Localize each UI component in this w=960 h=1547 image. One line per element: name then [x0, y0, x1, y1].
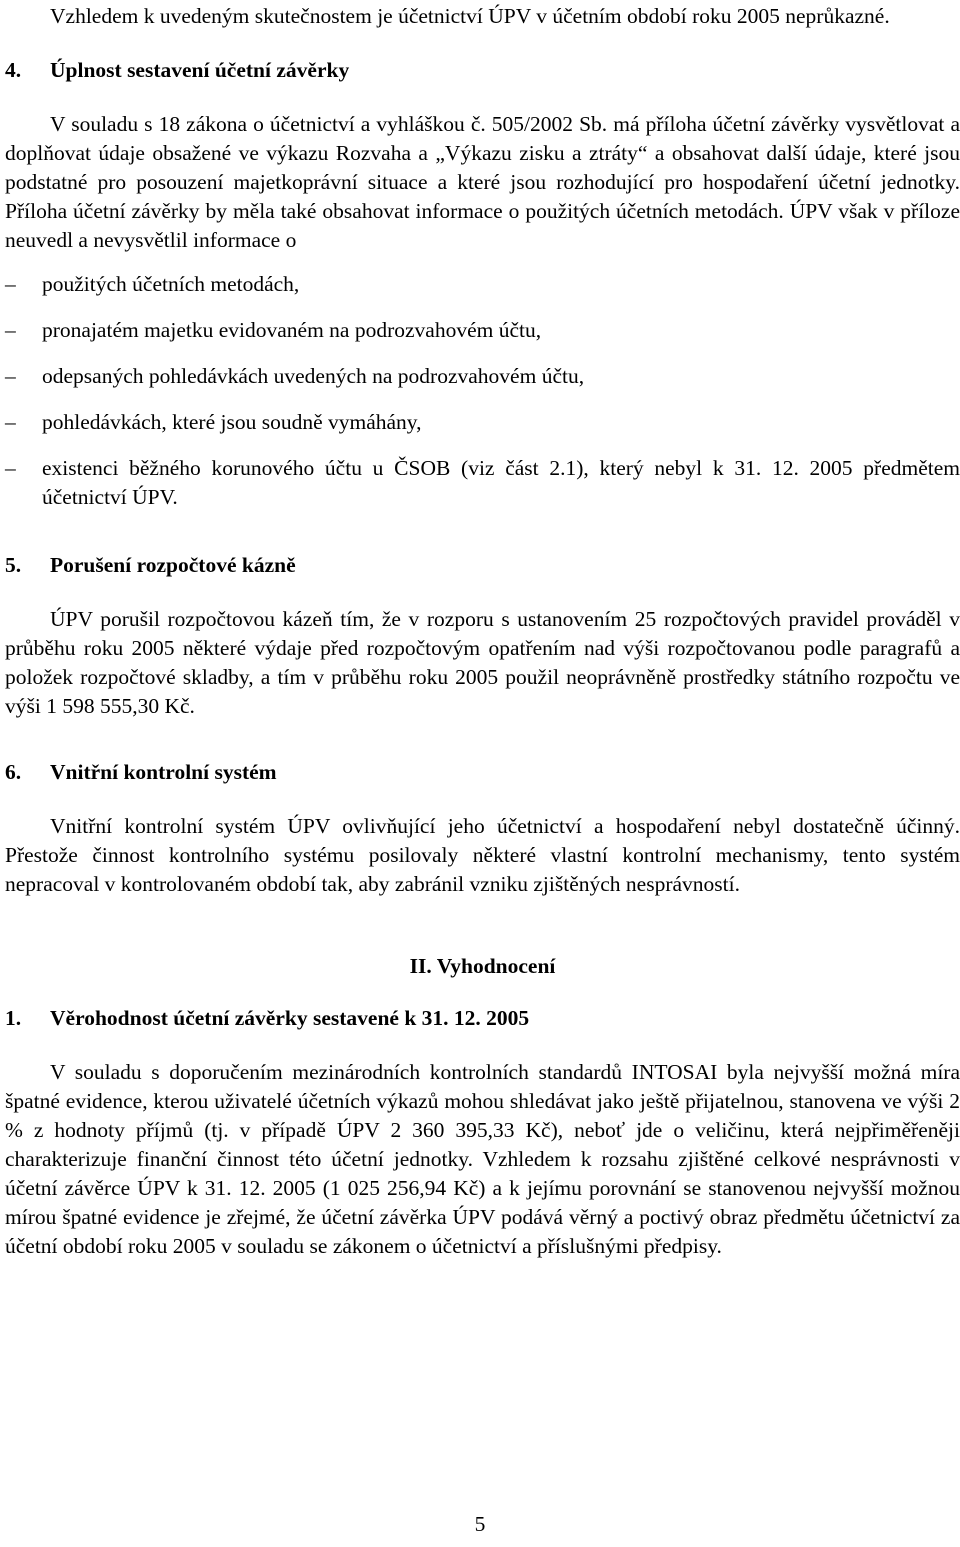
section-4-number: 4.	[5, 58, 22, 82]
list-item	[5, 454, 960, 512]
list-item	[5, 362, 960, 391]
dash-bullet: –	[5, 272, 16, 296]
section-4-list	[5, 270, 960, 512]
section-5-title: Porušení rozpočtové kázně	[50, 553, 296, 577]
list-item-text: použitých účetních metodách,	[42, 272, 300, 296]
section-ii-1-heading	[5, 1004, 960, 1033]
section-5-paragraph: ÚPV porušil rozpočtovou kázeň tím, že v rozporu s ustanovením 25 rozpočtových pravidel prováděl v průběhu roku 2005 některé výdaje před rozpočtovým opatřením nad výši rozpočtovanou podle paragrafů a položek rozpočtové skladby, a tím v průběhu roku 2005 použil neoprávněně prostředky státního rozpočtu ve výši 1 598 555,30 Kč.	[5, 607, 960, 718]
section-4-heading	[5, 56, 960, 85]
page-number: 5	[474, 1512, 486, 1536]
section-4-paragraph: V souladu s 18 zákona o účetnictví a vyhláškou č. 505/2002 Sb. má příloha účetní závěrky vysvětlovat a doplňovat údaje obsažené ve výkazu Rozvaha a „Výkazu zisku a ztráty“ a obsahovat další údaje, které jsou podstatné pro posouzení majetkoprávní situace a které jsou rozhodující pro hospodaření účetní jednotky. Příloha účetní závěrky by měla také obsahovat informace o použitých účetních metodách. ÚPV však v příloze neuvedl a nevysvětlil informace o	[5, 112, 960, 252]
section-ii-1-paragraph: V souladu s doporučením mezinárodních kontrolních standardů INTOSAI byla nejvyšší možná míra špatné evidence, kterou uživatelé účetních výkazů mohou shledávat jako ještě přijatelnou, stanovena ve výši 2 % z hodnoty příjmů (tj. v případě ÚPV 2 360 395,33 Kč), neboť jde o veličinu, která nejpřiměřeněji charakterizuje finanční činnost této účetní jednotky. Vzhledem k rozsahu zjištěné celkové nesprávnosti v účetní závěrce ÚPV k 31. 12. 2005 (1 025 256,94 Kč) a k jejímu porovnání se stanovenou nejvyšší možnou mírou špatné evidence je zřejmé, že účetní závěrka ÚPV podává věrný a poctivý obraz předmětu účetnictví za účetní období roku 2005 v souladu se zákonem o účetnictví a příslušnými předpisy.	[5, 1060, 960, 1258]
dash-bullet: –	[5, 364, 16, 388]
part-ii-title: II. Vyhodnocení	[409, 954, 556, 978]
section-6-paragraph: Vnitřní kontrolní systém ÚPV ovlivňující jeho účetnictví a hospodaření nebyl dostatečně účinný. Přestože činnost kontrolního systému posilovaly některé vlastní kontrolní mechanismy, tento systém nepracoval v kontrolovaném období tak, aby zabránil vzniku zjištěných nesprávností.	[5, 814, 960, 896]
list-item	[5, 316, 960, 345]
section-6-title: Vnitřní kontrolní systém	[50, 760, 277, 784]
list-item-text: pronajatém majetku evidovaném na podrozvahovém účtu,	[42, 318, 542, 342]
list-item-text: existenci běžného korunového účtu u ČSOB (viz část 2.1), který nebyl k 31. 12. 2005 předmětem účetnictví ÚPV.	[42, 456, 960, 509]
list-item	[5, 270, 960, 299]
section-6-heading	[5, 758, 960, 787]
list-item	[5, 408, 960, 437]
intro-conclusion: Vzhledem k uvedeným skutečnostem je účetnictví ÚPV v účetním období roku 2005 neprůkazné.	[50, 4, 890, 28]
list-item-text: odepsaných pohledávkách uvedených na podrozvahovém účtu,	[42, 364, 585, 388]
list-item-text: pohledávkách, které jsou soudně vymáhány,	[42, 410, 422, 434]
section-5-number: 5.	[5, 553, 22, 577]
dash-bullet: –	[5, 410, 16, 434]
dash-bullet: –	[5, 318, 16, 342]
section-6-number: 6.	[5, 760, 22, 784]
section-5-heading	[5, 551, 960, 580]
section-ii-1-number: 1.	[5, 1006, 22, 1030]
section-4-title: Úplnost sestavení účetní závěrky	[50, 58, 350, 82]
dash-bullet: –	[5, 456, 16, 480]
document-page	[5, 2, 960, 1261]
section-ii-1-title: Věrohodnost účetní závěrky sestavené k 31. 12. 2005	[50, 1006, 530, 1030]
